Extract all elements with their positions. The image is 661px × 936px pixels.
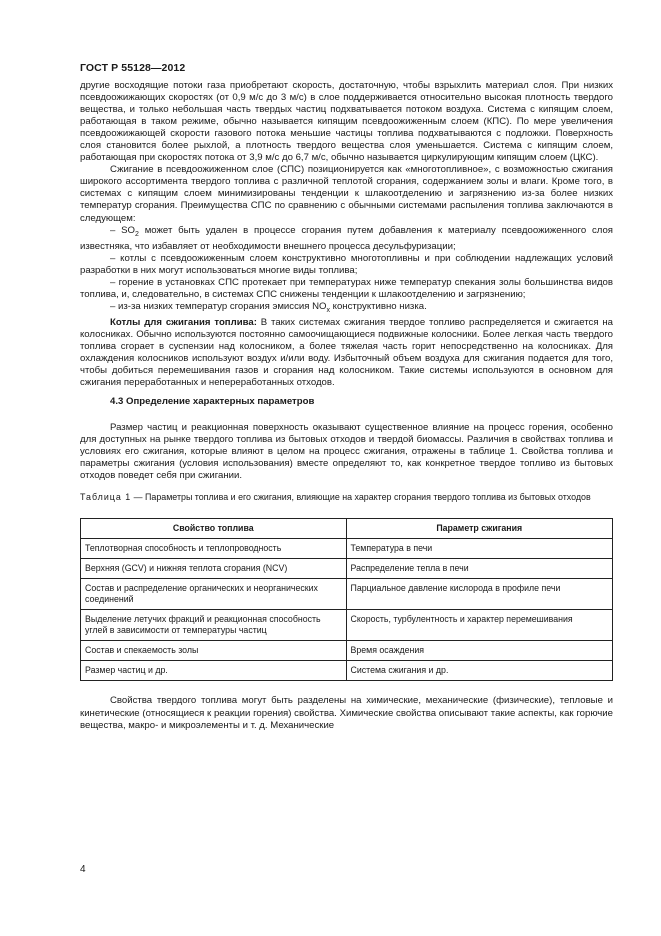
- paragraph: Свойства твердого топлива могут быть разделены на химические, механические (физические), тепловые и кинетические (относящиеся к реакции горения) свойства. Химические свойства описывают такие аспекты, как горючие вещества, макро- и микроэлементы и т. д. Механические: [80, 695, 613, 731]
- bullet-text: конструктивно низка.: [330, 300, 427, 312]
- table-row: [81, 579, 613, 610]
- paragraph: [80, 317, 613, 389]
- table-caption-text: — Параметры топлива и его сжигания, влияющие на характер сгорания твердого топлива из бытовых отходов: [131, 492, 591, 503]
- table-cell: Верхняя (GCV) и нижняя теплота сгорания (NCV): [81, 559, 347, 579]
- table-cell: Система сжигания и др.: [346, 661, 613, 681]
- paragraph-text: В таких системах сжигания твердое топливо распределяется и сжигается на колосниках. Обычно используются постоянно самоочищающиеся подвижные колосники. Более легкая часть твердого топлива сгорает в суспензии над колосником, а более тяжелая часть горит непосредственно на колосниках. Для охлаждения колосников используют воздух и/или воду. Избыточный объем воздуха для сжигания подается для того, чтобы добиться перемешивания газов и сгорания над колосником. Такие системы используются в основном для сжигания переработанных и непереработанных отходов.: [80, 316, 614, 388]
- table-header-cell: Свойство топлива: [81, 519, 347, 539]
- table-cell: Размер частиц и др.: [81, 661, 347, 681]
- parameters-table: [80, 518, 613, 681]
- subscript: 2: [135, 230, 139, 238]
- table-cell: Парциальное давление кислорода в профиле печи: [346, 579, 613, 610]
- bullet-item: [80, 225, 613, 253]
- table-cell: Выделение летучих фракций и реакционная способность углей в зависимости от температуры частиц: [81, 610, 347, 641]
- table-cell: Состав и распределение органических и неорганических соединений: [81, 579, 347, 610]
- bullet-item: – котлы с псевдоожиженным слоем конструктивно многотопливны и при соблюдении надлежащих условий разработки в них могут использоваться многие виды топлива;: [80, 252, 613, 276]
- document-header: ГОСТ Р 55128—2012: [80, 62, 186, 74]
- table-row: [81, 610, 613, 641]
- bullet-item: – горение в установках СПС протекает при температурах ниже температур спекания золы большинства видов топлива, и, следовательно, в системах СПС снижены тенденции к шлакоотделению и загрязнению;: [80, 276, 613, 300]
- bullet-item: [80, 301, 613, 317]
- paragraph: Размер частиц и реакционная поверхность оказывают существенное влияние на процесс горения, особенно для доступных на рынке твердого топлива из бытовых отходов и твердой биомассы. Различия в свойствах топлива и условиях его сжигания, которые влияют в целом на процесс сжигания, отражены в таблице 1. Свойства топлива и параметры сжигания (условия использования) вместе определяют то, как конкретное твердое топливо из бытовых отходов поведет себя при сжигании.: [80, 422, 613, 482]
- bold-lead: Котлы для сжигания топлива:: [110, 316, 257, 328]
- bullet-text: может быть удален в процессе сгорания путем добавления к материалу псевдоожиженного слоя известняка, что избавляет от необходимости внешнего процесса десульфуризации;: [80, 224, 613, 252]
- table-row: [81, 661, 613, 681]
- page-number: 4: [80, 864, 86, 875]
- table-cell: Распределение тепла в печи: [346, 559, 613, 579]
- table-cell: Состав и спекаемость золы: [81, 641, 347, 661]
- table-row: [81, 539, 613, 559]
- table-header-cell: Параметр сжигания: [346, 519, 613, 539]
- table-row: [81, 559, 613, 579]
- table-caption-label: Таблица 1: [80, 492, 132, 503]
- table-cell: Теплотворная способность и теплопроводность: [81, 539, 347, 559]
- document-body: [80, 80, 613, 732]
- subscript: x: [326, 306, 330, 314]
- table-header-row: [81, 519, 613, 539]
- bullet-text: – из-за низких температур сгорания эмиссия NO: [110, 300, 327, 312]
- table-cell: Скорость, турбулентность и характер перемешивания: [346, 610, 613, 641]
- paragraph: другие восходящие потоки газа приобретают скорость, достаточную, чтобы взрыхлить материал слоя. При низких псевдоожижающих скоростях (от 0,9 м/с до 3 м/с) в слое поддерживается относительно высокая плотность твердого вещества, и только небольшая часть твердых частиц подхватывается потоком воздуха. Система с кипящим слоем, работающая в таком режиме, обычно называется кипящим псевдоожиженным слоем (КПС). По мере увеличения псевдоожижающей скорости газового потока меньшие частицы топлива подхватываются с подложки. Поверхность слоя становится более рыхлой, а плотность твердого вещества слоя уменьшается. Система с кипящим слоем, работающая при скоростях потока от 3,9 м/с до 6,7 м/с, обычно называется циркулирующим кипящим слоем (ЦКС).: [80, 80, 613, 164]
- paragraph: Сжигание в псевдоожиженном слое (СПС) позиционируется как «многотопливное», с возможностью сжигания широкого ассортимента твердого топлива с различной теплотой сгорания, содержанием золы и влаги. Кроме того, в системах с кипящим слоем минимизированы тенденции к шлакоотделению и загрязнению из-за более низких температур сгорания. Преимущества СПС по сравнению с обычными системами распыления топлива заключаются в следующем:: [80, 164, 613, 224]
- bullet-text: – SO: [110, 224, 135, 236]
- table-caption: [80, 492, 613, 503]
- table-cell: Время осаждения: [346, 641, 613, 661]
- section-heading: 4.3 Определение характерных параметров: [110, 395, 315, 407]
- table-cell: Температура в печи: [346, 539, 613, 559]
- table-row: [81, 641, 613, 661]
